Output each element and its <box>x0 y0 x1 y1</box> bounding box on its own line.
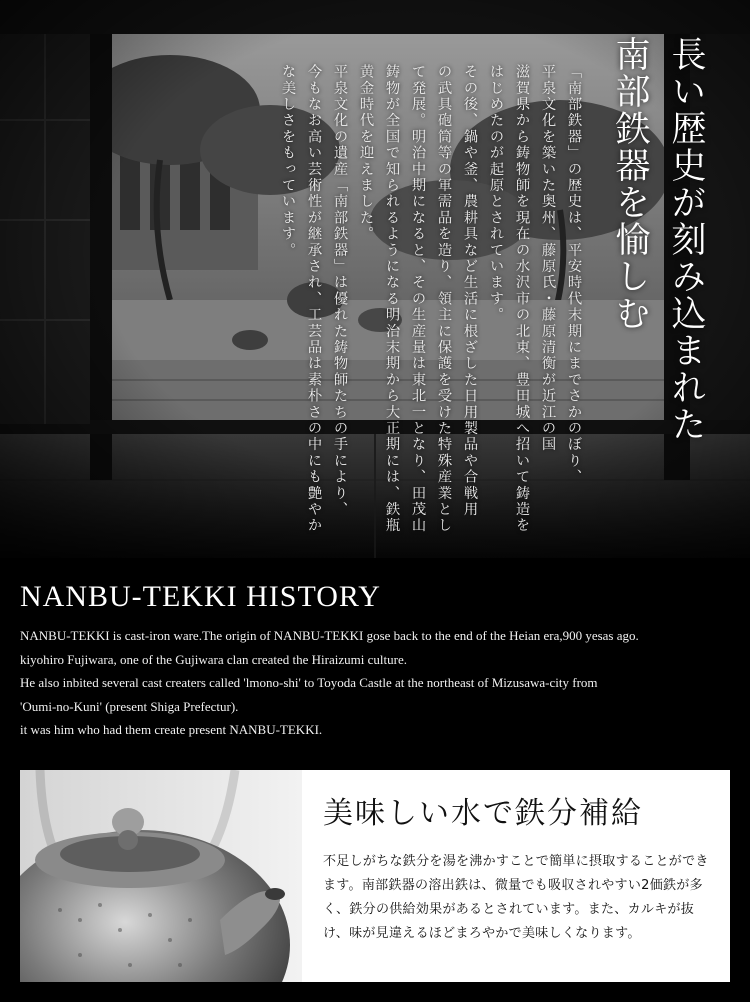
history-line: 'Oumi-no-Kuni' (present Shiga Prefectur). <box>20 698 239 714</box>
hero-body-line: その後、鍋や釜、農耕具など生活に根ざした日用製品や合戦用 <box>462 64 478 518</box>
hero-body-line: て発展。明治中期になると、その生産量は東北一となり、田茂山 <box>410 64 426 534</box>
history-title: NANBU-TEKKI HISTORY <box>20 580 381 613</box>
iron-supplement-section <box>20 770 730 982</box>
feature-title: 美味しい水で鉄分補給 <box>323 797 643 830</box>
hero-body-line: の武具砲筒等の軍需品を造り、領主に保護を受けた特殊産業とし <box>436 64 452 534</box>
hero-body-line: 平泉文化を築いた奥州、藤原氏・藤原清衡が近江の国 <box>540 64 556 453</box>
iron-kettle-photo <box>20 770 302 982</box>
hero-body-line: 鋳物が全国で知られるようになる明治末期から大正期には、鉄瓶 <box>384 64 400 534</box>
bottom-margin <box>0 982 750 1002</box>
hero-body-line: 滋賀県から鋳物師を現在の水沢市の北東、豊田城へ招いて鋳造を <box>514 64 530 534</box>
hero-body-line: 「南部鉄器」の歴史は、平安時代末期にまでさかのぼり、 <box>566 64 582 486</box>
hero-body-line: 今もなお高い芸術性が継承され、工芸品は素朴さの中にも艶やか <box>306 64 322 534</box>
history-line: kiyohiro Fujiwara, one of the Gujiwara clan created the Hiraizumi culture. <box>20 651 407 667</box>
hero-title-line-1: 長い歴史が刻み込まれた <box>667 36 706 443</box>
history-line: He also inbited several cast creaters called 'lmono-shi' to Toyoda Castle at the northeast of Mizusawa-city from <box>20 675 598 690</box>
hero-body-line: な美しさをもっています。 <box>280 64 296 259</box>
hero-body-text <box>222 64 587 534</box>
hero-title <box>600 36 710 456</box>
hero-body-line: はじめたのが起原とされています。 <box>488 64 504 324</box>
history-line: it was him who had them create present NANBU-TEKKI. <box>20 722 323 737</box>
feature-description: 不足しがちな鉄分を湯を沸かすことで簡単に摂取することができます。南部鉄器の溶出鉄は、微量でも吸収されやすい2価鉄が多く、鉄分の供給効果があるとされています。また、カルキが抜け、味が見違えるほどまろやかで美味しくなります。 <box>323 854 709 941</box>
history-section <box>0 558 750 770</box>
hero-title-line-2: 南部鉄器を愉しむ <box>611 36 650 332</box>
history-line: NANBU-TEKKI is cast-iron ware.The origin of NANBU-TEKKI gose back to the end of the Heian era,900 yesas ago. <box>20 628 639 643</box>
hero-body-line: 黄金時代を迎えました。 <box>358 64 374 243</box>
hero-body-line: 平泉文化の遺産「南部鉄器」は優れた鋳物師たちの手により、 <box>332 64 348 518</box>
history-text <box>20 624 740 742</box>
